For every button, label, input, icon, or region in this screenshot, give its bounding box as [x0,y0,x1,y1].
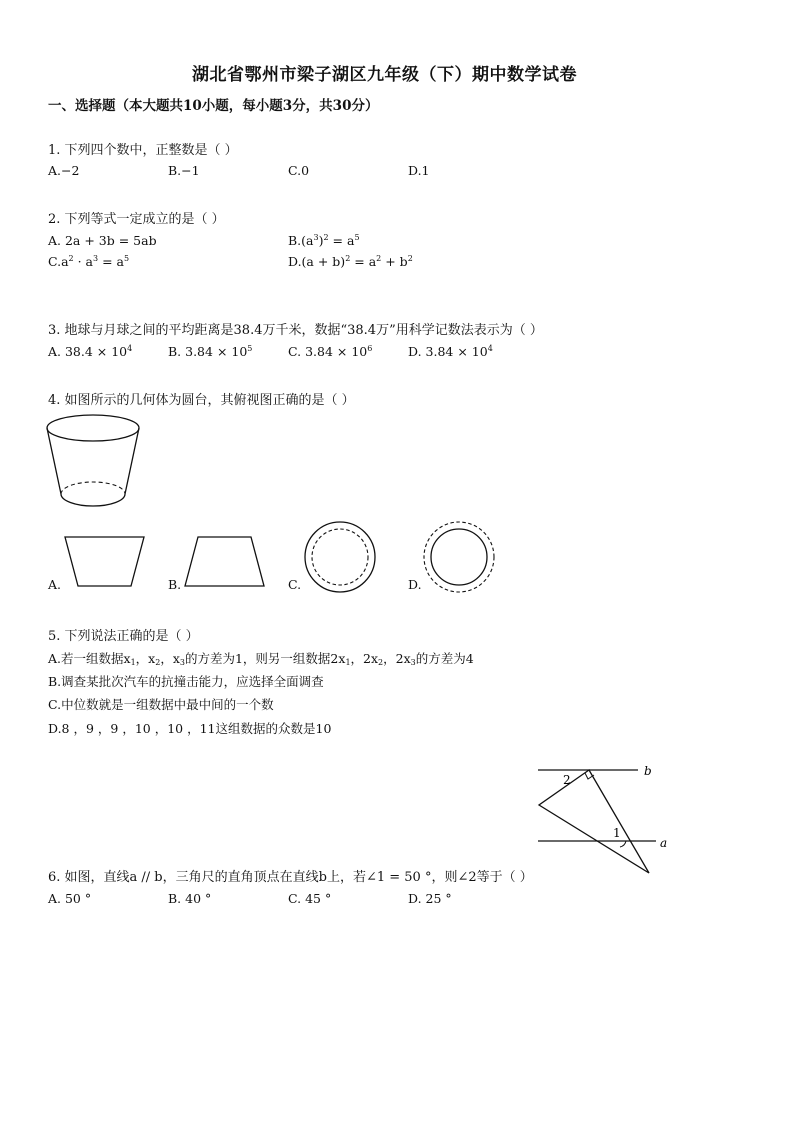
question-4-option-c[interactable]: C. [288,577,302,592]
question-5-option-c[interactable]: C.中位数就是一组数据中最中间的一个数 [48,697,274,712]
top-view-option-d-shape [422,520,498,596]
line-b-label: b [644,764,652,778]
question-2-option-a[interactable]: A. 2a + 3b = 5ab [48,233,157,248]
question-5-option-b[interactable]: B.调查某批次汽车的抗撞击能力，应选择全面调查 [48,674,324,689]
question-6-option-d[interactable]: D. 25 ° [408,891,452,906]
question-1-stem: 1. 下列四个数中，正整数是（ ） [48,143,238,158]
question-1-option-b[interactable]: B.−1 [168,163,200,178]
line-a-label: a [660,836,668,850]
parallel-lines-figure [530,758,680,878]
question-2-option-b[interactable]: $B.(a^3)^2 = a^5$ [288,233,360,248]
page-title: 湖北省鄂州市梁子湖区九年级（下）期中数学试卷 [192,65,577,85]
question-3-option-c[interactable]: C. $3.84 \times 10^6$ [288,344,373,359]
question-6-option-a[interactable]: A. 50 ° [48,891,92,906]
question-2-stem: 2. 下列等式一定成立的是（ ） [48,212,225,227]
question-5-option-d[interactable]: D.8 ，9 ，9 ，10 ，10 ，11这组数据的众数是10 [48,721,332,736]
question-4-stem: 4. 如图所示的几何体为圆台，其俯视图正确的是（ ） [48,393,355,408]
question-5-option-a[interactable]: A.若一组数据$x_1$，$x_2$，$x_3$的方差为1，则另一组数据$2x_1$，$2x_2$，$2x_3$的方差为4 [48,651,474,667]
question-2-option-d[interactable]: $D.(a + b)^2 = a^2 + b^2$ [288,254,413,269]
question-3-option-b[interactable]: B. $3.84 \times 10^5$ [168,344,253,359]
question-4-option-b[interactable]: B. [168,577,182,592]
question-6-stem: 6. 如图，直线a // b，三角尺的直角顶点在直线b上，若∠1 = 50 °，则∠2等于（ ） [48,870,533,885]
question-3-option-a[interactable]: A. $38.4 \times 10^4$ [48,344,133,359]
question-1-option-c[interactable]: C.0 [288,163,310,178]
frustum-figure [46,412,146,512]
question-6-option-b[interactable]: B. 40 ° [168,891,212,906]
angle-2-label: 2 [563,773,571,787]
question-5-stem: 5. 下列说法正确的是（ ） [48,629,199,644]
question-1-option-a[interactable]: A.−2 [48,163,80,178]
top-view-option-b-shape [180,533,270,593]
question-4-option-d[interactable]: D. [408,577,422,592]
question-3-stem: 3. 地球与月球之间的平均距离是38.4万千米，数据“38.4万”用科学记数法表示为（ ） [48,323,543,338]
top-view-option-c-shape [303,520,379,596]
question-1-option-d[interactable]: D.1 [408,163,430,178]
question-6-option-c[interactable]: C. 45 ° [288,891,332,906]
question-3-option-d[interactable]: D. $3.84 \times 10^4$ [408,344,493,359]
question-2-option-c[interactable]: $C.a^2 \cdot a^3 = a^5$ [48,254,130,269]
section-heading: 一、选择题（本大题共10小题，每小题3分，共30分） [48,98,379,114]
angle-1-label: 1 [613,826,621,840]
question-4-option-a[interactable]: A. [48,577,62,592]
top-view-option-a-shape [60,533,150,593]
